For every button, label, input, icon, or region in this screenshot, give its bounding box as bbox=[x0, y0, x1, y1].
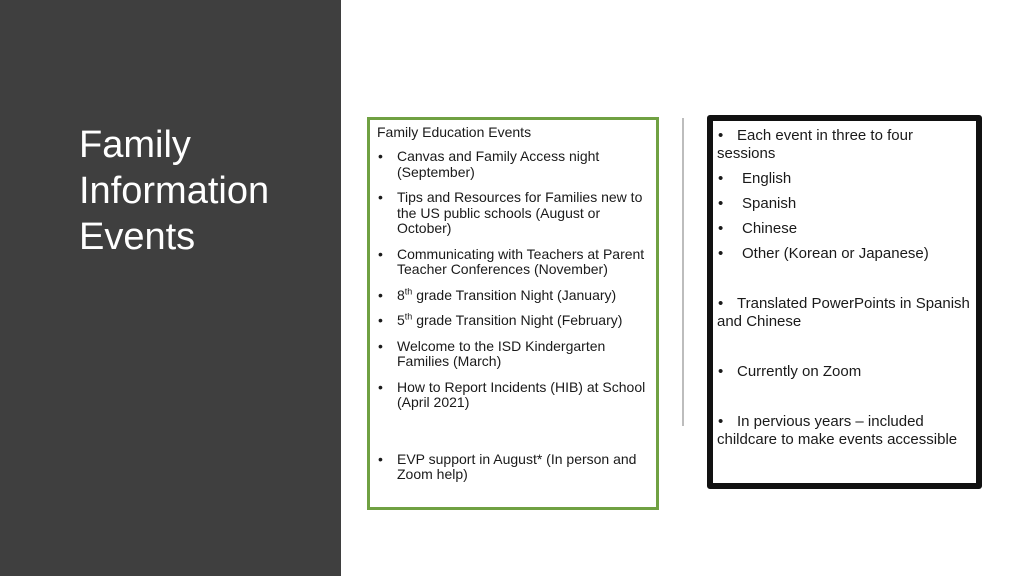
title-line-1: Family bbox=[79, 124, 191, 166]
list-item bbox=[377, 149, 655, 180]
language-item-chinese bbox=[717, 220, 975, 238]
bullet-icon: • bbox=[718, 195, 724, 212]
title-line-3: Events bbox=[79, 216, 196, 258]
list-item-text: Communicating with Teachers at Parent Teacher Conferences (November) bbox=[397, 245, 645, 277]
list-item bbox=[377, 339, 655, 370]
list-item-text: Canvas and Family Access night (September) bbox=[397, 148, 600, 180]
family-education-list bbox=[377, 149, 655, 493]
language-item-other bbox=[717, 245, 975, 263]
bullet-icon: • bbox=[718, 245, 724, 262]
list-item-text: Tips and Resources for Families new to the US public schools (August or October) bbox=[397, 189, 643, 236]
bullet-icon: • bbox=[718, 170, 724, 187]
language-text: English bbox=[742, 170, 792, 187]
list-item-text: Welcome to the ISD Kindergarten Families (March) bbox=[397, 337, 606, 369]
language-text: Chinese bbox=[742, 220, 798, 237]
translated-text: Translated PowerPoints in Spanish and Chinese bbox=[717, 295, 970, 330]
sessions-item bbox=[717, 127, 975, 163]
previous-years-text: In pervious years – included childcare to make events accessible bbox=[717, 413, 958, 448]
list-item bbox=[377, 313, 655, 329]
language-text: Spanish bbox=[742, 195, 797, 212]
title-line-2: Information bbox=[79, 170, 270, 212]
bullet-icon: • bbox=[378, 245, 383, 262]
list-item-text: How to Report Incidents (HIB) at School (April 2021) bbox=[397, 378, 646, 410]
zoom-text: Currently on Zoom bbox=[737, 363, 862, 380]
grade-number: 5 bbox=[397, 312, 405, 328]
event-details-box bbox=[707, 115, 982, 489]
language-text: Other (Korean or Japanese) bbox=[742, 245, 929, 262]
list-item bbox=[377, 285, 655, 304]
bullet-icon: • bbox=[378, 189, 383, 205]
bullet-icon: • bbox=[718, 220, 724, 237]
translated-item bbox=[717, 295, 975, 331]
grade-number: 8 bbox=[397, 286, 405, 303]
list-item bbox=[377, 452, 655, 483]
list-item bbox=[377, 380, 655, 411]
bullet-icon: • bbox=[378, 378, 383, 395]
bullet-icon: • bbox=[378, 286, 383, 303]
bullet-icon: • bbox=[718, 363, 724, 380]
bullet-icon: • bbox=[378, 148, 383, 164]
list-item-text: grade Transition Night (February) bbox=[412, 312, 623, 328]
list-item-text: grade Transition Night (January) bbox=[412, 286, 617, 303]
bullet-icon: • bbox=[378, 450, 383, 467]
bullet-icon: • bbox=[718, 127, 724, 144]
bullet-icon: • bbox=[718, 413, 724, 430]
list-item bbox=[377, 190, 655, 237]
language-item-spanish bbox=[717, 195, 975, 213]
sidebar-panel bbox=[0, 0, 341, 576]
family-education-box bbox=[367, 117, 659, 510]
language-item-english bbox=[717, 170, 975, 188]
family-education-heading: Family Education Events bbox=[377, 124, 532, 140]
vertical-divider bbox=[682, 118, 684, 426]
ordinal-suffix: th bbox=[404, 285, 413, 296]
list-item-text: EVP support in August* (In person and Zoom help) bbox=[397, 450, 637, 482]
list-item bbox=[377, 247, 655, 278]
sessions-text: Each event in three to four sessions bbox=[717, 127, 913, 162]
page-title bbox=[79, 122, 329, 260]
event-details-list bbox=[717, 127, 975, 449]
bullet-icon: • bbox=[718, 295, 724, 312]
previous-years-item bbox=[717, 413, 975, 449]
bullet-icon: • bbox=[378, 312, 383, 328]
zoom-item bbox=[717, 363, 975, 381]
bullet-icon: • bbox=[378, 337, 383, 354]
ordinal-suffix: th bbox=[404, 311, 413, 322]
